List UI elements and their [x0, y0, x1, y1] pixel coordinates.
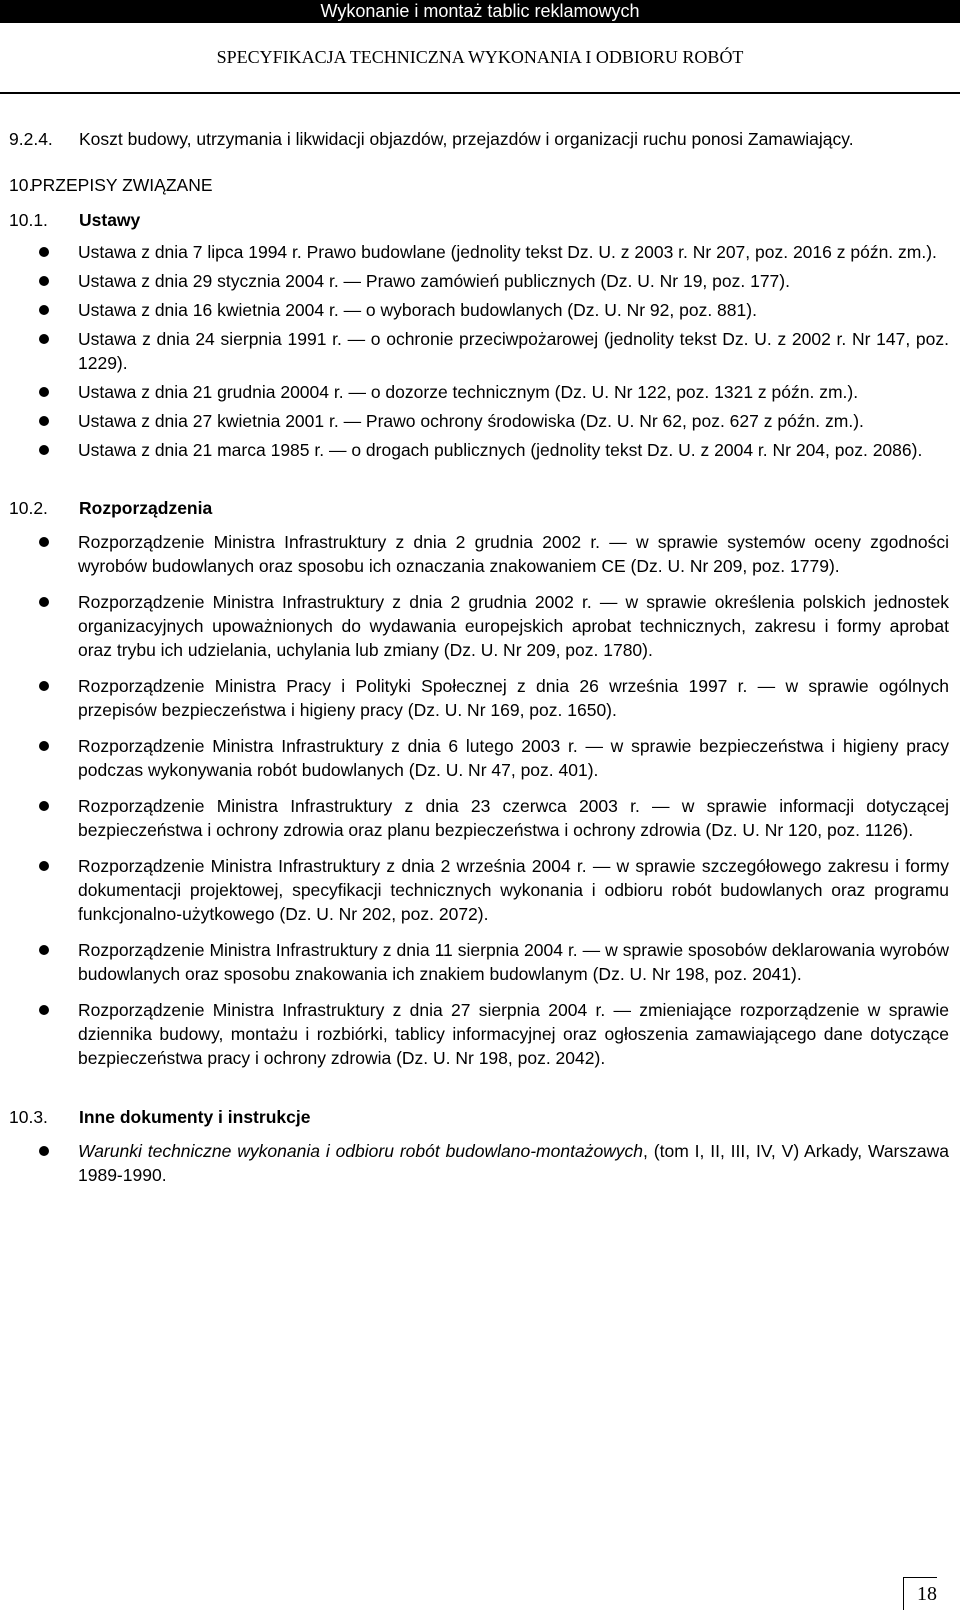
list-item	[9, 854, 949, 926]
section-number: 10.2.	[9, 498, 48, 518]
bullet-icon	[39, 247, 49, 257]
bullet-icon	[39, 537, 49, 547]
section-10-3-heading	[9, 1105, 949, 1129]
bullet-icon	[39, 276, 49, 286]
list-item-text: Rozporządzenie Ministra Infrastruktury z dnia 2 grudnia 2002 r. — w sprawie systemów oceny zgodności wyrobów budowlanych oraz sposobu ich oznaczania znakowaniem CE (Dz. U. Nr 209, poz. 1779).	[78, 532, 949, 576]
list-item	[9, 327, 949, 375]
bullet-icon	[39, 1005, 49, 1015]
header-subtitle: SPECYFIKACJA TECHNICZNA WYKONANIA I ODBIORU ROBÓT	[216, 47, 744, 67]
header-title: Wykonanie i montaż tablic reklamowych	[320, 1, 640, 21]
bullet-icon	[39, 416, 49, 426]
page-header	[0, 0, 960, 92]
list-item-text: Rozporządzenie Ministra Pracy i Polityki Społecznej z dnia 26 września 1997 r. — w sprawie ogólnych przepisów bezpieczeństwa i higieny pracy (Dz. U. Nr 169, poz. 1650).	[78, 676, 949, 720]
section-number: 10.1.	[9, 210, 48, 230]
item-number: 9.2.4.	[9, 129, 53, 149]
page-number: 18	[903, 1577, 937, 1610]
section-10-1-heading	[9, 208, 949, 232]
section-number: 10.	[9, 175, 34, 195]
list-item-text: Rozporządzenie Ministra Infrastruktury z dnia 2 grudnia 2002 r. — w sprawie określenia polskich jednostek organizacyjnych upoważnionych do wydawania europejskich aprobat technicznych, zakresu i formy aprobat oraz trybu ich udzielania, uchylania lub zmiany (Dz. U. Nr 209, poz. 1780).	[78, 592, 949, 660]
bullet-icon	[39, 801, 49, 811]
laws-list	[9, 240, 949, 462]
list-item	[9, 998, 949, 1070]
document-title: Warunki techniczne wykonania i odbioru robót budowlano-montażowych	[78, 1141, 644, 1161]
header-rule	[0, 92, 960, 94]
section-10-heading	[9, 173, 949, 197]
list-item	[9, 1139, 949, 1187]
list-item	[9, 240, 949, 264]
document-body	[9, 127, 949, 1192]
list-item-text: Ustawa z dnia 7 lipca 1994 r. Prawo budowlane (jednolity tekst Dz. U. z 2003 r. Nr 207, poz. 2016 z późn. zm.).	[78, 242, 937, 262]
list-item	[9, 734, 949, 782]
bullet-icon	[39, 445, 49, 455]
list-item	[9, 380, 949, 404]
section-10-2-heading	[9, 496, 949, 520]
list-item-text: Ustawa z dnia 21 grudnia 20004 r. — o dozorze technicznym (Dz. U. Nr 122, poz. 1321 z późn. zm.).	[78, 382, 859, 402]
list-item-text: Rozporządzenie Ministra Infrastruktury z dnia 23 czerwca 2003 r. — w sprawie informacji dotyczącej bezpieczeństwa i ochrony zdrowia oraz planu bezpieczeństwa i ochrony zdrowia (Dz. U. Nr 120, poz. 1126).	[78, 796, 949, 840]
list-item	[9, 674, 949, 722]
list-item-text: Ustawa z dnia 21 marca 1985 r. — o drogach publicznych (jednolity tekst Dz. U. z 2004 r. Nr 204, poz. 2086).	[78, 440, 923, 460]
section-number: 10.3.	[9, 1107, 48, 1127]
bullet-icon	[39, 741, 49, 751]
bullet-icon	[39, 681, 49, 691]
list-item	[9, 298, 949, 322]
bullet-icon	[39, 334, 49, 344]
list-item	[9, 794, 949, 842]
section-title: Inne dokumenty i instrukcje	[79, 1107, 311, 1127]
list-item	[9, 530, 949, 578]
document-details: , (tom I, II, III, IV, V) Arkady, Warszawa 1989-1990.	[78, 1141, 949, 1185]
list-item	[9, 269, 949, 293]
section-title: Rozporządzenia	[79, 498, 213, 518]
item-9-2-4	[9, 127, 949, 151]
documents-list	[9, 1139, 949, 1187]
bullet-icon	[39, 387, 49, 397]
regulations-list	[9, 530, 949, 1070]
item-text: Koszt budowy, utrzymania i likwidacji objazdów, przejazdów i organizacji ruchu ponosi Zamawiający.	[79, 129, 854, 149]
list-item-text: Ustawa z dnia 24 sierpnia 1991 r. — o ochronie przeciwpożarowej (jednolity tekst Dz. U. z 2002 r. Nr 147, poz. 1229).	[78, 329, 949, 373]
list-item-text: Rozporządzenie Ministra Infrastruktury z dnia 27 sierpnia 2004 r. — zmieniające rozporządzenie w sprawie dziennika budowy, montażu i rozbiórki, tablicy informacyjnej oraz ogłoszenia zamawiającego dane dotyczące bezpieczeństwa pracy i ochrony zdrowia (Dz. U. Nr 198, poz. 2042).	[78, 1000, 949, 1068]
section-title: Ustawy	[79, 210, 141, 230]
bullet-icon	[39, 597, 49, 607]
bullet-icon	[39, 305, 49, 315]
list-item-text: Rozporządzenie Ministra Infrastruktury z dnia 11 sierpnia 2004 r. — w sprawie sposobów deklarowania wyrobów budowlanych oraz sposobu znakowania ich znakiem budowlanym (Dz. U. Nr 198, poz. 2041).	[78, 940, 949, 984]
list-item	[9, 409, 949, 433]
bullet-icon	[39, 1146, 49, 1156]
list-item-text: Ustawa z dnia 27 kwietnia 2001 r. — Prawo ochrony środowiska (Dz. U. Nr 62, poz. 627 z późn. zm.).	[78, 411, 864, 431]
list-item-text: Ustawa z dnia 29 stycznia 2004 r. — Prawo zamówień publicznych (Dz. U. Nr 19, poz. 177).	[78, 271, 790, 291]
list-item-text: Rozporządzenie Ministra Infrastruktury z dnia 6 lutego 2003 r. — w sprawie bezpieczeństwa i higieny pracy podczas wykonywania robót budowlanych (Dz. U. Nr 47, poz. 401).	[78, 736, 949, 780]
list-item	[9, 438, 949, 462]
bullet-icon	[39, 861, 49, 871]
section-title: PRZEPISY ZWIĄZANE	[31, 175, 213, 195]
list-item-text: Rozporządzenie Ministra Infrastruktury z dnia 2 września 2004 r. — w sprawie szczegółowego zakresu i formy dokumentacji projektowej, specyfikacji technicznych wykonania i odbioru robót budowlanych oraz programu funkcjonalno-użytkowego (Dz. U. Nr 202, poz. 2072).	[78, 856, 949, 924]
bullet-icon	[39, 945, 49, 955]
list-item-text: Ustawa z dnia 16 kwietnia 2004 r. — o wyborach budowlanych (Dz. U. Nr 92, poz. 881).	[78, 300, 757, 320]
list-item	[9, 590, 949, 662]
list-item	[9, 938, 949, 986]
